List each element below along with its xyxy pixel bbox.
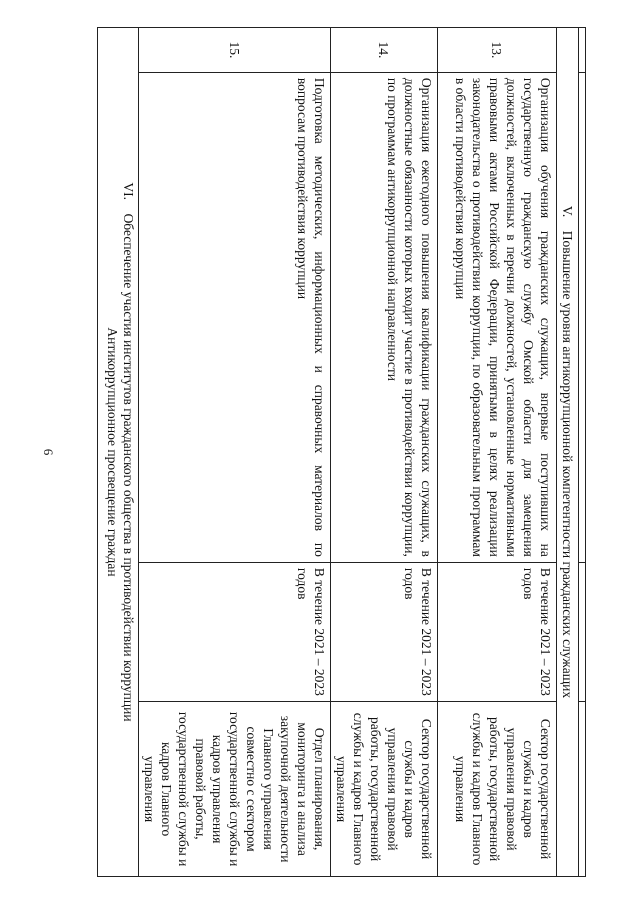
responsible-cell: Сектор государственной службы и кадров управления правовой работы, государственной службы и кадров Главного управления <box>331 702 438 877</box>
row-number: 14. <box>331 28 438 73</box>
responsible-cell: Сектор государственной службы и кадров управления правовой работы, государственной службы и кадров Главного управления <box>438 702 557 877</box>
section-heading <box>98 28 139 877</box>
measures-table <box>97 27 586 877</box>
section-heading <box>557 28 579 877</box>
page-number: 6 <box>41 448 56 456</box>
term-cell: В течение 2021 – 2023 годов <box>331 562 438 701</box>
activity-cell: Организация обучения гражданских служащих, впервые поступивших на государственную гражданскую службу Омской области для замещения должностей, включенных в перечни должностей, установленные нормативными правовыми актами Российской Федерации, принятыми в целях реализации законодательства о противодействии коррупции, по образовательным программам в области противодействия коррупции <box>438 72 557 562</box>
responsible-cell: Отдел планирования, мониторинга и анализа закупочной деятельности Главного управления совместно с сектором государственной службы и кадров управления правовой работы, государственной службы и кадров Главного управления <box>139 702 331 877</box>
row-number: 13. <box>438 28 557 73</box>
activity-cell: Организация ежегодного повышения квалификации гражданских служащих, в должностные обязанности которых входит участие в противодействии коррупции, по программам антикоррупционной направленности <box>331 72 438 562</box>
rotated-page <box>106 27 586 877</box>
section-number: V. <box>560 205 575 218</box>
section-number: VI. <box>121 182 136 201</box>
term-cell: В течение 2021 – 2023 годов <box>139 562 331 701</box>
section-title: Повышение уровня антикоррупционной компетентности гражданских служащих <box>560 230 575 699</box>
table-row <box>331 28 438 877</box>
row-number: 15. <box>139 28 331 73</box>
section-subtitle: Антикоррупционное просвещение граждан <box>105 327 120 577</box>
table-row <box>139 28 331 877</box>
section-title: Обеспечение участия институтов гражданского общества в противодействии коррупции <box>121 213 136 722</box>
term-cell: В течение 2021 – 2023 годов <box>438 562 557 701</box>
table-top-row <box>579 28 586 877</box>
table-row <box>438 28 557 877</box>
activity-cell: Подготовка методических, информационных и справочных материалов по вопросам противодействия коррупции <box>139 72 331 562</box>
